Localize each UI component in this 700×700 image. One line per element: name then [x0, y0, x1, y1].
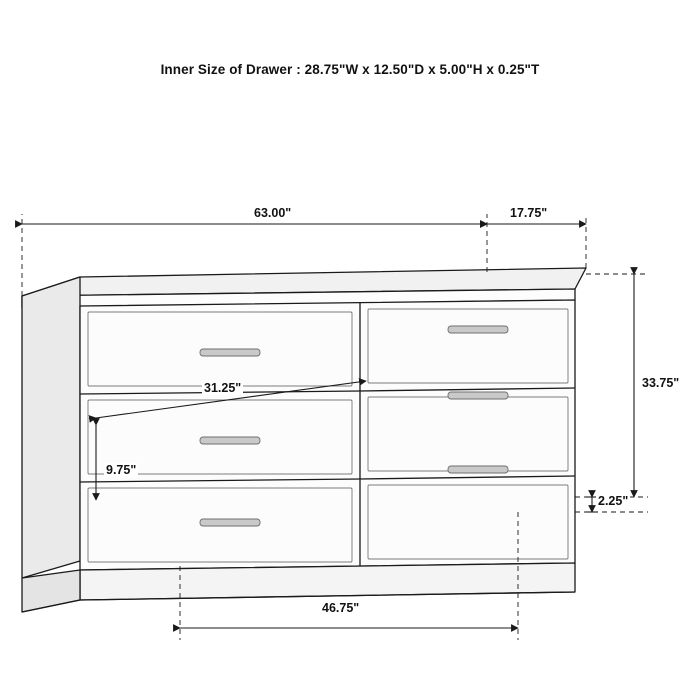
dimension-label-clearance-right: 2.25": [598, 494, 629, 508]
page-title: Inner Size of Drawer : 28.75"W x 12.50"D x 5.00"H x 0.25"T: [160, 62, 540, 77]
dresser-plinth-front: [80, 563, 575, 600]
dimension-label-depth-top: 17.75": [510, 206, 548, 220]
handle-right-middle: [448, 392, 508, 399]
dimension-label-width-top: 63.00": [254, 206, 292, 220]
dresser-body: [22, 268, 586, 612]
handle-left-middle: [200, 437, 260, 444]
dresser-left-side: [22, 277, 80, 578]
dimension-label-height-right: 33.75": [642, 376, 680, 390]
handle-right-bottom: [448, 466, 508, 473]
dresser-front-face: [80, 300, 575, 570]
handle-right-top: [448, 326, 508, 333]
dimension-label-drawer-width: 31.25": [204, 381, 242, 395]
handle-left-top: [200, 349, 260, 356]
dimension-label-base-width: 46.75": [322, 601, 360, 615]
dimension-label-drawer-height: 9.75": [106, 463, 137, 477]
handle-left-bottom: [200, 519, 260, 526]
